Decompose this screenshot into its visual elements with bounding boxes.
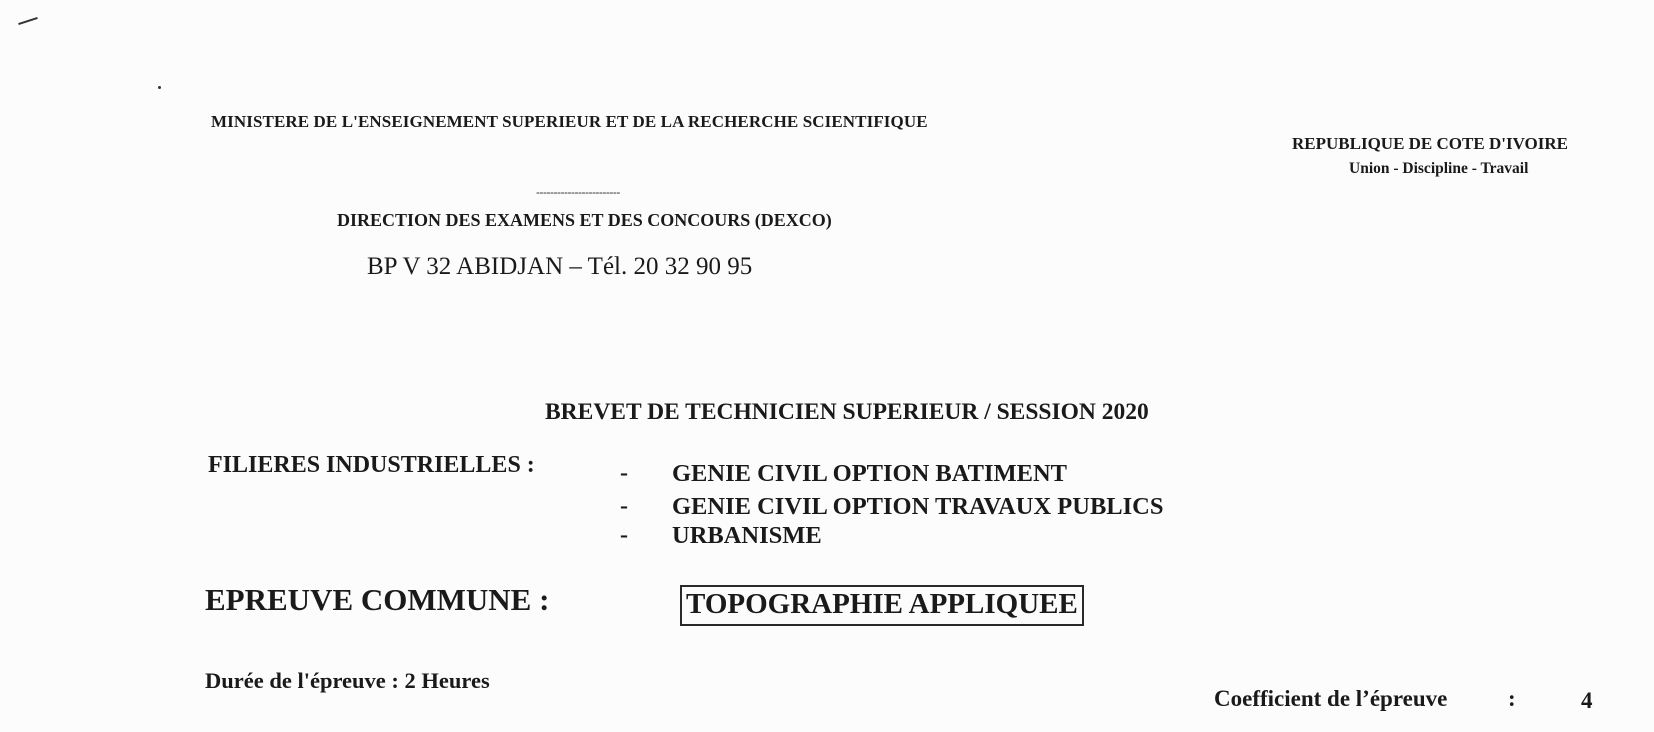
- ministry-name: MINISTERE DE L'ENSEIGNEMENT SUPERIEUR ET DE LA RECHERCHE SCIENTIFIQUE: [211, 112, 928, 131]
- scan-artifact-dot: [158, 86, 161, 89]
- scan-artifact-mark: [18, 17, 38, 25]
- republic-motto: Union - Discipline - Travail: [1349, 160, 1529, 177]
- coefficient-value: 4: [1581, 688, 1593, 713]
- filiere-item: GENIE CIVIL OPTION BATIMENT: [672, 460, 1068, 487]
- exam-duration: Durée de l'épreuve : 2 Heures: [205, 668, 490, 693]
- coefficient-label: Coefficient de l’épreuve: [1214, 686, 1448, 711]
- direction-name: DIRECTION DES EXAMENS ET DES CONCOURS (DEXCO): [337, 210, 832, 230]
- filiere-item: URBANISME: [672, 522, 822, 549]
- direction-address: BP V 32 ABIDJAN – Tél. 20 32 90 95: [367, 253, 753, 280]
- filiere-bullet: -: [620, 522, 628, 548]
- filieres-label: FILIERES INDUSTRIELLES :: [208, 452, 535, 478]
- filiere-item: GENIE CIVIL OPTION TRAVAUX PUBLICS: [672, 493, 1164, 520]
- epreuve-subject-box: TOPOGRAPHIE APPLIQUEE: [680, 585, 1084, 626]
- republic-name: REPUBLIQUE DE COTE D'IVOIRE: [1292, 134, 1568, 153]
- epreuve-label: EPREUVE COMMUNE :: [205, 582, 550, 617]
- coefficient-colon: :: [1508, 686, 1516, 711]
- filiere-bullet: -: [620, 460, 628, 486]
- exam-title: BREVET DE TECHNICIEN SUPERIEUR / SESSION 2020: [545, 399, 1149, 425]
- filiere-bullet: -: [620, 493, 628, 519]
- header-separator: ------------------------: [536, 185, 620, 199]
